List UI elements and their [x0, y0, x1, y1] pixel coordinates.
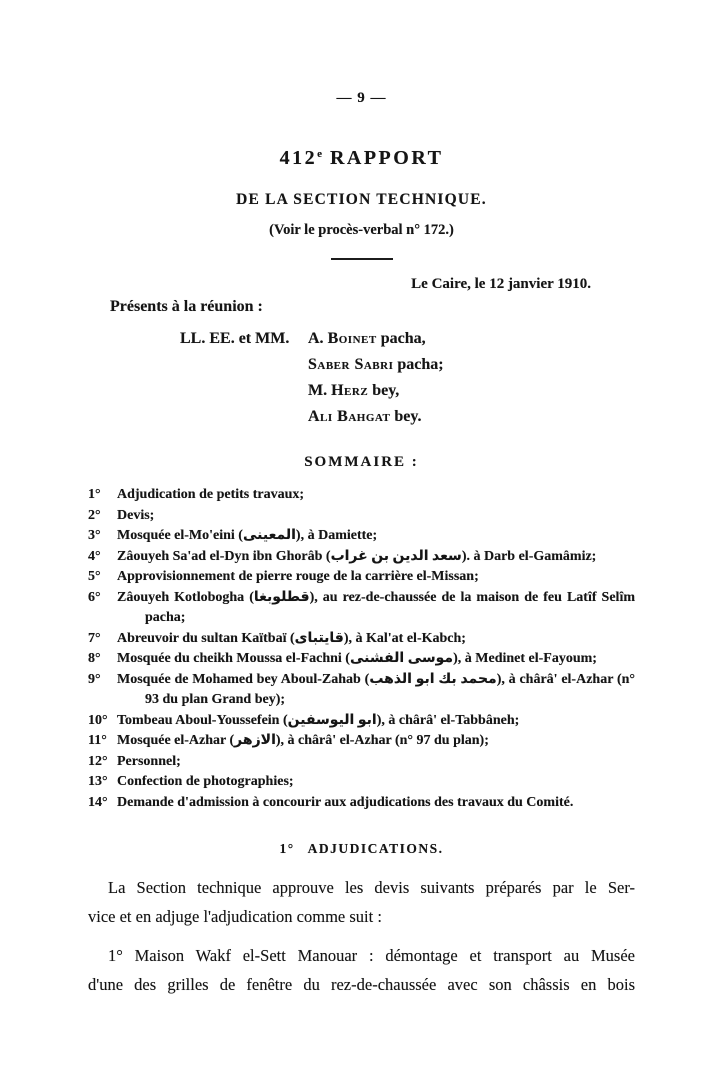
sommaire-item-text: Mosquée de Mohamed bey Aboul-Zahab (محمد بك ابو الذهب), à chârâ' el-Azhar (n° 93 du plan Grand bey);: [117, 671, 636, 707]
sommaire-item-text: Personnel;: [117, 753, 181, 769]
section-heading: [88, 841, 635, 857]
attendee-name: Boinet: [327, 330, 377, 347]
attendee-prefix: A.: [308, 330, 328, 347]
report-title: [88, 147, 635, 170]
sommaire-item: [88, 547, 635, 568]
sommaire-item: [88, 649, 635, 670]
paragraph-line: La Section technique approuve les devis suivants préparés par le Ser-: [108, 878, 635, 897]
attendee-list: [308, 326, 444, 430]
sommaire-item-number: 5°: [88, 569, 101, 584]
sommaire-item: [88, 772, 635, 793]
sommaire-item-text: Approvisionnement de pierre rouge de la carrière el-Missan;: [117, 569, 479, 584]
sommaire-item: [88, 506, 635, 527]
sommaire-item-text: Mosquée el-Azhar (الازهر), à chârâ' el-Azhar (n° 97 du plan);: [117, 733, 489, 748]
sommaire-item: [88, 588, 635, 629]
sommaire-item-number: 9°: [88, 671, 101, 687]
sommaire-item-number: 8°: [88, 651, 101, 666]
sommaire-item-text: Confection de photographies;: [117, 774, 294, 789]
attendee-name: Saber Sabri: [308, 356, 394, 373]
sommaire-item-number: 4°: [88, 548, 101, 564]
proces-verbal-reference: (Voir le procès-verbal n° 172.): [269, 222, 454, 238]
report-title-number: 412: [279, 147, 318, 169]
attendee-line: [308, 404, 444, 430]
sommaire-item: [88, 567, 635, 588]
sommaire-item-number: 11°: [88, 733, 107, 748]
sommaire-item-number: 2°: [88, 507, 101, 523]
paragraph-line: 1° Maison Wakf el-Sett Manouar : démontage et transport au Musée: [108, 946, 635, 965]
sommaire-item-text: Mosquée du cheikh Moussa el-Fachni (موسى الفشنى), à Medinet el-Fayoum;: [117, 651, 597, 666]
attendee-suffix: pacha;: [393, 356, 444, 373]
paragraph-maison-wakf: [88, 941, 635, 999]
attendee-name: Herz: [331, 382, 369, 399]
sommaire-item-text: Zâouyeh Sa'ad el-Dyn ibn Ghorâb (سعد الدين بن غراب). à Darb el-Gamâmiz;: [117, 548, 597, 564]
paragraph-line: d'une des grilles de fenêtre du rez-de-chaussée avec son châssis en bois: [88, 975, 635, 994]
sommaire-item: [88, 711, 635, 732]
sommaire-item: [88, 485, 635, 506]
section-heading-title: ADJUDICATIONS.: [307, 841, 444, 856]
report-title-ordinal: e: [317, 148, 322, 160]
sommaire-item-text: Demande d'admission à concourir aux adjudications des travaux du Comité.: [117, 794, 574, 810]
sommaire-item-number: 7°: [88, 630, 101, 646]
sommaire-item-number: 6°: [88, 589, 101, 605]
sommaire-item-number: 3°: [88, 528, 101, 543]
sommaire-item: [88, 670, 635, 711]
sommaire-item: [88, 731, 635, 752]
attendee-name: Ali Bahgat: [308, 408, 391, 425]
page-number: — 9 —: [336, 90, 387, 106]
attendee-suffix: bey,: [368, 382, 400, 399]
sommaire-item-text: Mosquée el-Mo'eini (المعينى), à Damiette;: [117, 528, 378, 543]
attendee-suffix: pacha,: [376, 330, 426, 347]
attendance-block: [180, 326, 635, 430]
divider-rule: [331, 258, 393, 260]
paragraph-line: vice et en adjuge l'adjudication comme suit :: [88, 907, 382, 926]
sommaire-item-text: Devis;: [117, 507, 155, 523]
sommaire-item: [88, 629, 635, 650]
paragraph-approval: [88, 873, 635, 931]
report-title-word: RAPPORT: [329, 147, 444, 169]
sommaire-item-number: 14°: [88, 794, 108, 810]
sommaire-item-number: 10°: [88, 712, 108, 728]
sommaire-list: [88, 485, 635, 813]
attendance-intro: Présents à la réunion :: [110, 298, 263, 315]
sommaire-item-text: Adjudication de petits travaux;: [117, 487, 305, 502]
report-subtitle: DE LA SECTION TECHNIQUE.: [236, 191, 487, 208]
attendee-suffix: bey.: [390, 408, 422, 425]
attendee-line: [308, 378, 444, 404]
dateline: Le Caire, le 12 janvier 1910.: [411, 276, 591, 292]
sommaire-item-text: Tombeau Aboul-Youssefein (ابو اليوسفين), à chârâ' el-Tabbâneh;: [117, 712, 520, 728]
attendee-line: [308, 352, 444, 378]
attendance-prefix: LL. EE. et MM.: [180, 330, 290, 347]
sommaire-item-text: Zâouyeh Kotlobogha (قطلوبغا), au rez-de-chaussée de la maison de feu Latîf Selîm pacha;: [117, 589, 635, 625]
sommaire-heading: SOMMAIRE :: [304, 454, 419, 470]
sommaire-item-number: 1°: [88, 487, 101, 502]
attendee-line: [308, 326, 444, 352]
sommaire-item-number: 13°: [88, 774, 108, 789]
sommaire-item: [88, 793, 635, 814]
sommaire-item-text: Abreuvoir du sultan Kaïtbaï (قايتباى), à Kal'at el-Kabch;: [117, 630, 466, 646]
sommaire-item-number: 12°: [88, 753, 108, 769]
attendee-prefix: M.: [308, 382, 332, 399]
sommaire-item: [88, 752, 635, 773]
section-heading-number: 1°: [279, 841, 295, 856]
sommaire-item: [88, 526, 635, 547]
